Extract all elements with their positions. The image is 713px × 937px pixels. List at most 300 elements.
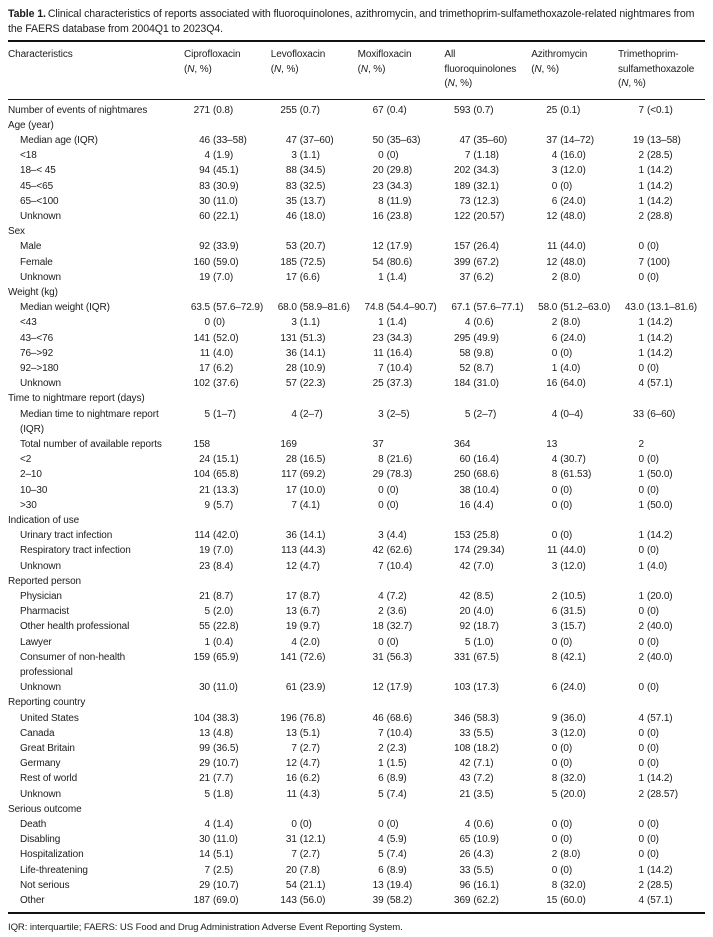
cell-ciprofloxacin	[184, 452, 271, 467]
cell-percent: (4.0)	[213, 347, 234, 359]
cell-percent: (<0.1)	[646, 104, 673, 116]
cell-count: 20	[372, 165, 384, 177]
cell-moxifloxacin	[358, 407, 445, 422]
cell-percent: (24.0)	[560, 195, 586, 207]
cell-percent: (42.0)	[213, 530, 239, 542]
cell-count: 1	[638, 591, 644, 602]
section-row-serious-outcome	[8, 802, 705, 817]
cell-azithromycin	[531, 376, 618, 391]
table-header-row	[8, 42, 705, 99]
cell-percent: (32.0)	[560, 879, 586, 891]
cell-count: 29	[199, 879, 210, 891]
row-label: 10–30	[20, 484, 48, 496]
cell-count: 5	[464, 636, 471, 648]
cell-count: 12	[285, 560, 297, 572]
cell-count: 169	[280, 438, 297, 450]
cell-count: 6	[551, 332, 558, 344]
cell-levofloxacin	[271, 133, 358, 148]
cell-moxifloxacin	[358, 133, 445, 148]
cell-azithromycin	[531, 650, 618, 665]
cell-percent: (68.6)	[473, 469, 499, 481]
cell-all-fluoroquinolones	[444, 407, 531, 422]
cell-count: 103	[454, 682, 471, 694]
cell-count: 33	[633, 408, 644, 420]
cell-count: 202	[454, 165, 471, 177]
cell-count: 189	[454, 180, 471, 192]
row-label: 76–>92	[20, 347, 54, 359]
column-header-trimethoprim-sulfamethoxazole	[618, 48, 705, 92]
cell-count: 18	[372, 621, 384, 633]
cell-moxifloxacin	[358, 543, 445, 558]
cell-percent: (10.4)	[386, 560, 413, 572]
cell-percent: (17.9)	[386, 241, 413, 253]
cell-percent: (0.7)	[299, 104, 320, 116]
cell-percent: (10.9)	[299, 362, 326, 374]
cell-azithromycin	[531, 528, 618, 543]
cell-count: 53	[285, 241, 297, 253]
cell-percent: (13.7)	[299, 195, 326, 207]
cell-percent: (7.4)	[386, 788, 407, 800]
cell-percent: (0.4)	[386, 104, 407, 116]
cell-azithromycin	[531, 361, 618, 376]
cell-count: 54	[285, 879, 297, 891]
table-row-male	[8, 239, 705, 254]
cell-count: 0	[551, 180, 558, 192]
cell-percent: (8.0)	[560, 317, 581, 329]
cell-percent: (50.0)	[646, 469, 673, 481]
cell-count: 92	[199, 241, 210, 253]
cell-moxifloxacin	[358, 452, 445, 467]
cell-levofloxacin	[271, 346, 358, 361]
cell-percent: (6.2)	[299, 773, 320, 785]
cell-count: 13	[199, 727, 210, 739]
cell-count: 83	[199, 180, 210, 192]
cell-count: 25	[546, 104, 558, 116]
cell-levofloxacin	[271, 163, 358, 178]
cell-count: 37	[546, 134, 558, 146]
cell-count: 5	[378, 849, 384, 861]
cell-all-fluoroquinolones	[444, 787, 531, 802]
cell-percent: (65.9)	[213, 651, 239, 663]
column-n-pct-label: (N, %)	[357, 63, 386, 75]
cell-count: 33	[459, 864, 471, 876]
cell-ciprofloxacin	[184, 756, 271, 771]
cell-count: 1	[204, 636, 210, 648]
cell-percent: (10.4)	[386, 727, 413, 739]
cell-count: 593	[454, 104, 471, 116]
cell-trimethoprim-sulfamethoxazole	[618, 331, 705, 346]
cell-levofloxacin	[271, 300, 358, 315]
cell-count: 12	[372, 682, 384, 694]
table-number: Table 1.	[8, 8, 46, 20]
cell-all-fluoroquinolones	[444, 771, 531, 786]
cell-percent: (69.2)	[299, 469, 326, 481]
cell-percent: (4.4)	[386, 530, 407, 542]
cell-moxifloxacin	[358, 878, 445, 893]
cell-percent: (11.0)	[213, 682, 238, 694]
cell-count: 4	[464, 317, 471, 329]
cell-moxifloxacin	[358, 771, 445, 786]
cell-count: 36	[285, 347, 297, 359]
cell-count: 2	[551, 849, 558, 861]
cell-all-fluoroquinolones	[444, 376, 531, 391]
cell-count: 15	[546, 895, 558, 907]
cell-all-fluoroquinolones	[444, 650, 531, 665]
cell-ciprofloxacin	[184, 847, 271, 862]
cell-percent: (32.5)	[299, 180, 326, 192]
cell-count: 0	[291, 819, 297, 831]
cell-percent: (34.3)	[473, 165, 499, 177]
cell-ciprofloxacin	[184, 817, 271, 832]
cell-count: 185	[280, 256, 297, 268]
cell-count: 73	[459, 195, 471, 207]
cell-percent: (18.7)	[473, 621, 499, 633]
column-header-azithromycin	[531, 48, 618, 77]
cell-count: 157	[454, 241, 471, 253]
cell-percent: (2.0)	[299, 636, 320, 648]
cell-trimethoprim-sulfamethoxazole	[618, 863, 705, 878]
cell-percent: (40.0)	[646, 621, 673, 633]
cell-count: 12	[546, 256, 558, 268]
cell-count: 0	[378, 499, 384, 511]
cell-percent: (1.9)	[213, 150, 234, 162]
cell-count: 3	[551, 621, 558, 633]
cell-levofloxacin	[271, 543, 358, 558]
cell-count: 42	[372, 545, 384, 557]
cell-percent: (6–60)	[646, 408, 676, 420]
cell-count: 5	[464, 408, 471, 420]
table-row-number-of-events-of-nightmares	[8, 103, 705, 118]
cell-percent: (7.2)	[386, 591, 407, 602]
cell-percent: (22.3)	[299, 378, 326, 390]
cell-count: 50	[372, 134, 384, 146]
cell-count: 1	[638, 469, 644, 481]
cell-count: 3	[551, 727, 558, 739]
cell-percent: (0)	[646, 484, 659, 496]
cell-count: 12	[372, 241, 384, 253]
cell-count: 29	[372, 469, 384, 481]
cell-percent: (14.2)	[646, 530, 673, 542]
cell-moxifloxacin	[358, 209, 445, 224]
table-row-rest-of-world	[8, 771, 705, 786]
cell-count: 0	[551, 743, 558, 755]
cell-count: 7	[378, 560, 384, 572]
cell-moxifloxacin	[358, 103, 445, 118]
cell-percent: (34.3)	[386, 332, 413, 344]
cell-percent: (1.1)	[299, 317, 320, 329]
cell-count: 1	[638, 499, 644, 511]
column-n-pct-label: (N, %)	[617, 78, 646, 89]
cell-trimethoprim-sulfamethoxazole	[618, 680, 705, 695]
cell-moxifloxacin	[358, 847, 445, 862]
cell-percent: (1.8)	[213, 788, 234, 800]
cell-count: 2	[378, 743, 384, 755]
table-row-30	[8, 498, 705, 513]
cell-count: 4	[551, 454, 558, 466]
cell-percent: (14.2)	[646, 347, 673, 359]
cell-all-fluoroquinolones	[444, 635, 531, 650]
cell-count: 42	[459, 758, 471, 770]
cell-percent: (32.1)	[473, 180, 499, 192]
cell-percent: (0.6)	[473, 317, 494, 329]
table-row-76-92	[8, 346, 705, 361]
cell-percent: (28.5)	[646, 879, 673, 891]
table-row-unknown	[8, 209, 705, 224]
cell-count: 46	[285, 210, 297, 222]
table-row-median-time-to-nightmare-report-iqr	[8, 407, 705, 437]
cell-count: 0	[378, 636, 384, 648]
cell-ciprofloxacin	[184, 300, 271, 315]
cell-trimethoprim-sulfamethoxazole	[618, 315, 705, 330]
cell-count: 7	[378, 362, 384, 374]
cell-percent: (23.8)	[386, 210, 413, 222]
row-label: Not serious	[20, 879, 70, 891]
cell-moxifloxacin	[358, 787, 445, 802]
cell-percent: (2.0)	[213, 606, 234, 618]
cell-count: 131	[280, 332, 297, 344]
cell-percent: (72.6)	[299, 651, 326, 663]
cell-azithromycin	[531, 543, 618, 558]
cell-moxifloxacin	[358, 863, 445, 878]
cell-count: 36	[285, 530, 297, 542]
cell-percent: (4.0)	[473, 606, 494, 618]
cell-azithromycin	[531, 787, 618, 802]
cell-count: 7	[638, 104, 644, 116]
cell-count: 2	[638, 788, 644, 800]
cell-count: 1	[638, 180, 644, 192]
cell-percent: (1.18)	[473, 150, 499, 162]
cell-percent: (14.1)	[299, 530, 326, 542]
cell-ciprofloxacin	[184, 148, 271, 163]
cell-count: 35	[285, 195, 297, 207]
cell-percent: (0)	[560, 834, 573, 846]
cell-trimethoprim-sulfamethoxazole	[618, 543, 705, 558]
cell-count: 0	[551, 819, 558, 831]
cell-count: 0	[378, 484, 384, 496]
cell-count: 2	[638, 150, 644, 162]
cell-trimethoprim-sulfamethoxazole	[618, 239, 705, 254]
cell-azithromycin	[531, 239, 618, 254]
cell-levofloxacin	[271, 407, 358, 422]
cell-percent: (14.2)	[646, 773, 673, 785]
cell-percent: (32.0)	[560, 773, 586, 785]
cell-percent: (16.5)	[299, 454, 326, 466]
cell-count: 6	[378, 773, 384, 785]
cell-percent: (7.1)	[473, 758, 494, 770]
cell-azithromycin	[531, 726, 618, 741]
cell-levofloxacin	[271, 893, 358, 908]
cell-percent: (42.1)	[560, 651, 586, 663]
cell-trimethoprim-sulfamethoxazole	[618, 787, 705, 802]
cell-ciprofloxacin	[184, 103, 271, 118]
cell-percent: (0)	[646, 271, 659, 283]
cell-azithromycin	[531, 255, 618, 270]
cell-azithromycin	[531, 498, 618, 513]
cell-percent: (4.7)	[299, 758, 320, 770]
cell-count: 6	[551, 606, 558, 618]
cell-count: 8	[551, 773, 558, 785]
cell-percent: (11.0)	[213, 834, 238, 846]
cell-count: 21	[459, 788, 471, 800]
cell-levofloxacin	[271, 756, 358, 771]
row-label: Male	[20, 241, 42, 253]
cell-percent: (80.6)	[386, 256, 413, 268]
cell-percent: (0)	[386, 499, 399, 511]
cell-percent: (8.7)	[213, 591, 234, 602]
cell-ciprofloxacin	[184, 559, 271, 574]
table-row-median-age-iqr	[8, 133, 705, 148]
cell-percent: (7.7)	[213, 773, 234, 785]
cell-count: 108	[454, 743, 471, 755]
cell-trimethoprim-sulfamethoxazole	[618, 741, 705, 756]
cell-percent: (14.2)	[646, 180, 673, 192]
cell-percent: (0)	[646, 454, 659, 466]
cell-percent: (0)	[646, 362, 659, 374]
cell-percent: (1–7)	[213, 408, 236, 420]
cell-percent: (29.34)	[473, 545, 505, 557]
cell-percent: (0–4)	[560, 408, 584, 420]
section-row-weight-kg	[8, 285, 705, 300]
cell-count: 28	[285, 362, 297, 374]
cell-ciprofloxacin	[184, 893, 271, 908]
cell-count: 29	[199, 758, 210, 770]
cell-count: 0	[638, 682, 644, 694]
cell-trimethoprim-sulfamethoxazole	[618, 194, 705, 209]
cell-count: 13	[285, 727, 297, 739]
table-row-united-states	[8, 711, 705, 726]
cell-count: 23	[372, 180, 384, 192]
cell-count: 0	[551, 864, 558, 876]
cell-all-fluoroquinolones	[444, 604, 531, 619]
cell-percent: (10.4)	[473, 484, 499, 496]
cell-count: 3	[291, 150, 297, 162]
cell-all-fluoroquinolones	[444, 194, 531, 209]
cell-count: 141	[193, 332, 210, 344]
cell-count: 60	[199, 210, 210, 222]
cell-count: 63.5	[190, 302, 210, 314]
cell-count: 23	[199, 560, 210, 572]
cell-levofloxacin	[271, 255, 358, 270]
cell-percent: (5.5)	[473, 864, 494, 876]
cell-ciprofloxacin	[184, 376, 271, 391]
cell-count: 5	[551, 788, 558, 800]
table-row-life-threatening	[8, 863, 705, 878]
cell-count: 12	[546, 210, 558, 222]
cell-all-fluoroquinolones	[444, 878, 531, 893]
row-label: Other health professional	[20, 621, 130, 633]
cell-percent: (2–7)	[473, 408, 497, 420]
row-label: Pharmacist	[20, 606, 70, 618]
table-row-other	[8, 893, 705, 908]
cell-count: 13	[285, 606, 297, 618]
cell-azithromycin	[531, 559, 618, 574]
table-row-unknown	[8, 787, 705, 802]
cell-azithromycin	[531, 133, 618, 148]
cell-count: 17	[285, 484, 297, 496]
cell-all-fluoroquinolones	[444, 680, 531, 695]
cell-percent: (0)	[560, 530, 573, 542]
cell-moxifloxacin	[358, 726, 445, 741]
cell-percent: (25.8)	[473, 530, 499, 542]
cell-trimethoprim-sulfamethoxazole	[618, 589, 705, 604]
cell-count: 158	[193, 438, 210, 450]
cell-levofloxacin	[271, 376, 358, 391]
cell-trimethoprim-sulfamethoxazole	[618, 711, 705, 726]
cell-percent: (8.4)	[213, 560, 234, 572]
cell-trimethoprim-sulfamethoxazole	[618, 179, 705, 194]
cell-percent: (0)	[213, 317, 225, 329]
cell-count: 0	[551, 530, 558, 542]
cell-levofloxacin	[271, 604, 358, 619]
row-label: Indication of use	[8, 514, 80, 526]
cell-levofloxacin	[271, 711, 358, 726]
cell-percent: (35–63)	[386, 134, 421, 146]
cell-count: 0	[638, 727, 644, 739]
cell-percent: (2.7)	[299, 849, 320, 861]
cell-all-fluoroquinolones	[444, 179, 531, 194]
row-label: Disabling	[20, 834, 61, 846]
cell-count: 39	[372, 895, 384, 907]
cell-ciprofloxacin	[184, 270, 271, 285]
cell-percent: (0)	[560, 743, 573, 755]
cell-moxifloxacin	[358, 239, 445, 254]
cell-all-fluoroquinolones	[444, 239, 531, 254]
cell-percent: (45.1)	[213, 165, 239, 177]
cell-levofloxacin	[271, 847, 358, 862]
cell-count: 0	[551, 636, 558, 648]
cell-count: 13	[372, 879, 384, 891]
cell-count: 7	[464, 150, 471, 162]
cell-azithromycin	[531, 847, 618, 862]
row-label: Median weight (IQR)	[20, 302, 110, 314]
cell-percent: (8.0)	[560, 849, 581, 861]
cell-all-fluoroquinolones	[444, 893, 531, 908]
cell-count: 114	[194, 530, 210, 542]
cell-azithromycin	[531, 635, 618, 650]
cell-trimethoprim-sulfamethoxazole	[618, 209, 705, 224]
cell-count: 7	[291, 849, 297, 861]
cell-percent: (14.2)	[646, 195, 673, 207]
table-row-not-serious	[8, 878, 705, 893]
cell-percent: (0.6)	[473, 819, 494, 831]
cell-levofloxacin	[271, 498, 358, 513]
cell-azithromycin	[531, 771, 618, 786]
cell-levofloxacin	[271, 467, 358, 482]
row-label: Canada	[20, 727, 55, 739]
cell-ciprofloxacin	[184, 878, 271, 893]
cell-percent: (4.1)	[299, 499, 320, 511]
cell-azithromycin	[531, 300, 618, 315]
cell-azithromycin	[531, 483, 618, 498]
table-row-45-65	[8, 179, 705, 194]
cell-percent: (6.2)	[213, 362, 234, 374]
row-label: Unknown	[20, 682, 61, 694]
cell-percent: (1.4)	[386, 317, 407, 329]
cell-count: 20	[285, 864, 297, 876]
cell-moxifloxacin	[358, 650, 445, 665]
cell-percent: (9.8)	[473, 347, 494, 359]
cell-count: 102	[193, 378, 210, 390]
cell-all-fluoroquinolones	[444, 726, 531, 741]
cell-count: 346	[454, 712, 471, 724]
cell-count: 23	[372, 332, 384, 344]
cell-count: 8	[378, 454, 384, 466]
cell-ciprofloxacin	[184, 255, 271, 270]
cell-count: 0	[551, 758, 558, 770]
cell-azithromycin	[531, 467, 618, 482]
cell-percent: (51.3)	[299, 332, 326, 344]
cell-percent: (14.2)	[646, 317, 673, 329]
